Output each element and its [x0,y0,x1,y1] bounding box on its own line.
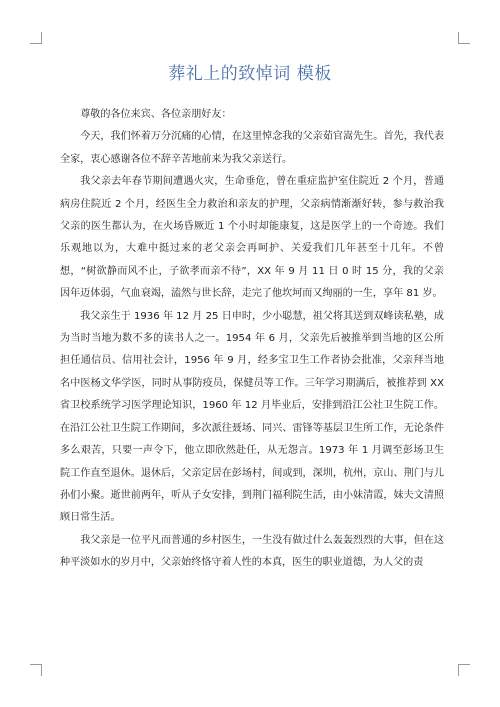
document-title: 葬礼上的致悼词 模板 [168,64,332,84]
paragraph-3: 我父亲生于 1936 年 12 月 25 日申时，少小聪慧，祖父将其送到双峰读私塾，成为当时当地为数不多的读书人之一。1954 年 6 月，父亲先后被推举到当地的区公所担任通信员、信用社会计，1956 年 9 月，经多宝卫生工作者协会批准，父亲拜当地名中医杨文华学医，同时从事防疫员，保健员等工作。三年学习期满后，被推荐到 XX 省卫校系统学习医学理论知识，1960 年 12 月毕业后，安排到沿江公社卫生院工作。在沿江公社卫生院工作期间，多次派往聂场、同兴、雷锋等基层卫生所工作，无论条件多么艰苦，只要一声令下，他立即欣然赴任，从无怨言。1973 年 1 月调至彭场卫生院工作直至退休。退休后，父亲定居在彭场村，间或到，深圳，杭州，京山、荆门与儿孙们小聚。逝世前两年，听从子女安排，到荆门福利院生活，由小妹清霞，妹夫文清照顾日常生活。 [60,310,444,524]
paragraph-1: 今天，我们怀着万分沉痛的心情，在这里悼念我的父亲茹官嵩先生。首先，我代表全家，衷心感谢各位不辞辛苦地前来为我父亲送行。 [60,131,444,165]
crop-mark-bottom-left [30,664,42,676]
crop-mark-bottom-right [458,664,470,676]
salutation: 尊敬的各位来宾、各位亲朋好友： [80,109,232,120]
crop-mark-top-left [30,32,42,44]
paragraph-4: 我父亲是一位平凡而普通的乡村医生，一生没有做过什么轰轰烈烈的大事，但在这种平淡如水的岁月中，父亲始终恪守着人性的本真，医生的职业道德，为人父的责 [60,534,444,569]
paragraph-2: 我父亲去年春节期间遭遇火灾，生命垂危，曾在重症监护室住院近 2 个月，普通病房住院近 2 个月，经医生全力救治和亲友的护理，父亲病情渐渐好转，参与救治我父亲的医生都认为，在火场昏厥近 1 个小时却能康复，这是医学上的一个奇迹。我们乐观地以为，大难中挺过来的老父亲会再呵护、关爱我们几年甚至十几年。不曾想，“树欲静而风不止，子欲孝而亲不待”，XX 年 9 月 11 日 0 时 15 分，我的父亲因年迈体弱，气血衰竭，溘然与世长辞，走完了他坎坷而又绚丽的一生，享年 81 岁。 [60,176,444,300]
crop-mark-top-right [458,32,470,44]
document-body [60,104,444,575]
